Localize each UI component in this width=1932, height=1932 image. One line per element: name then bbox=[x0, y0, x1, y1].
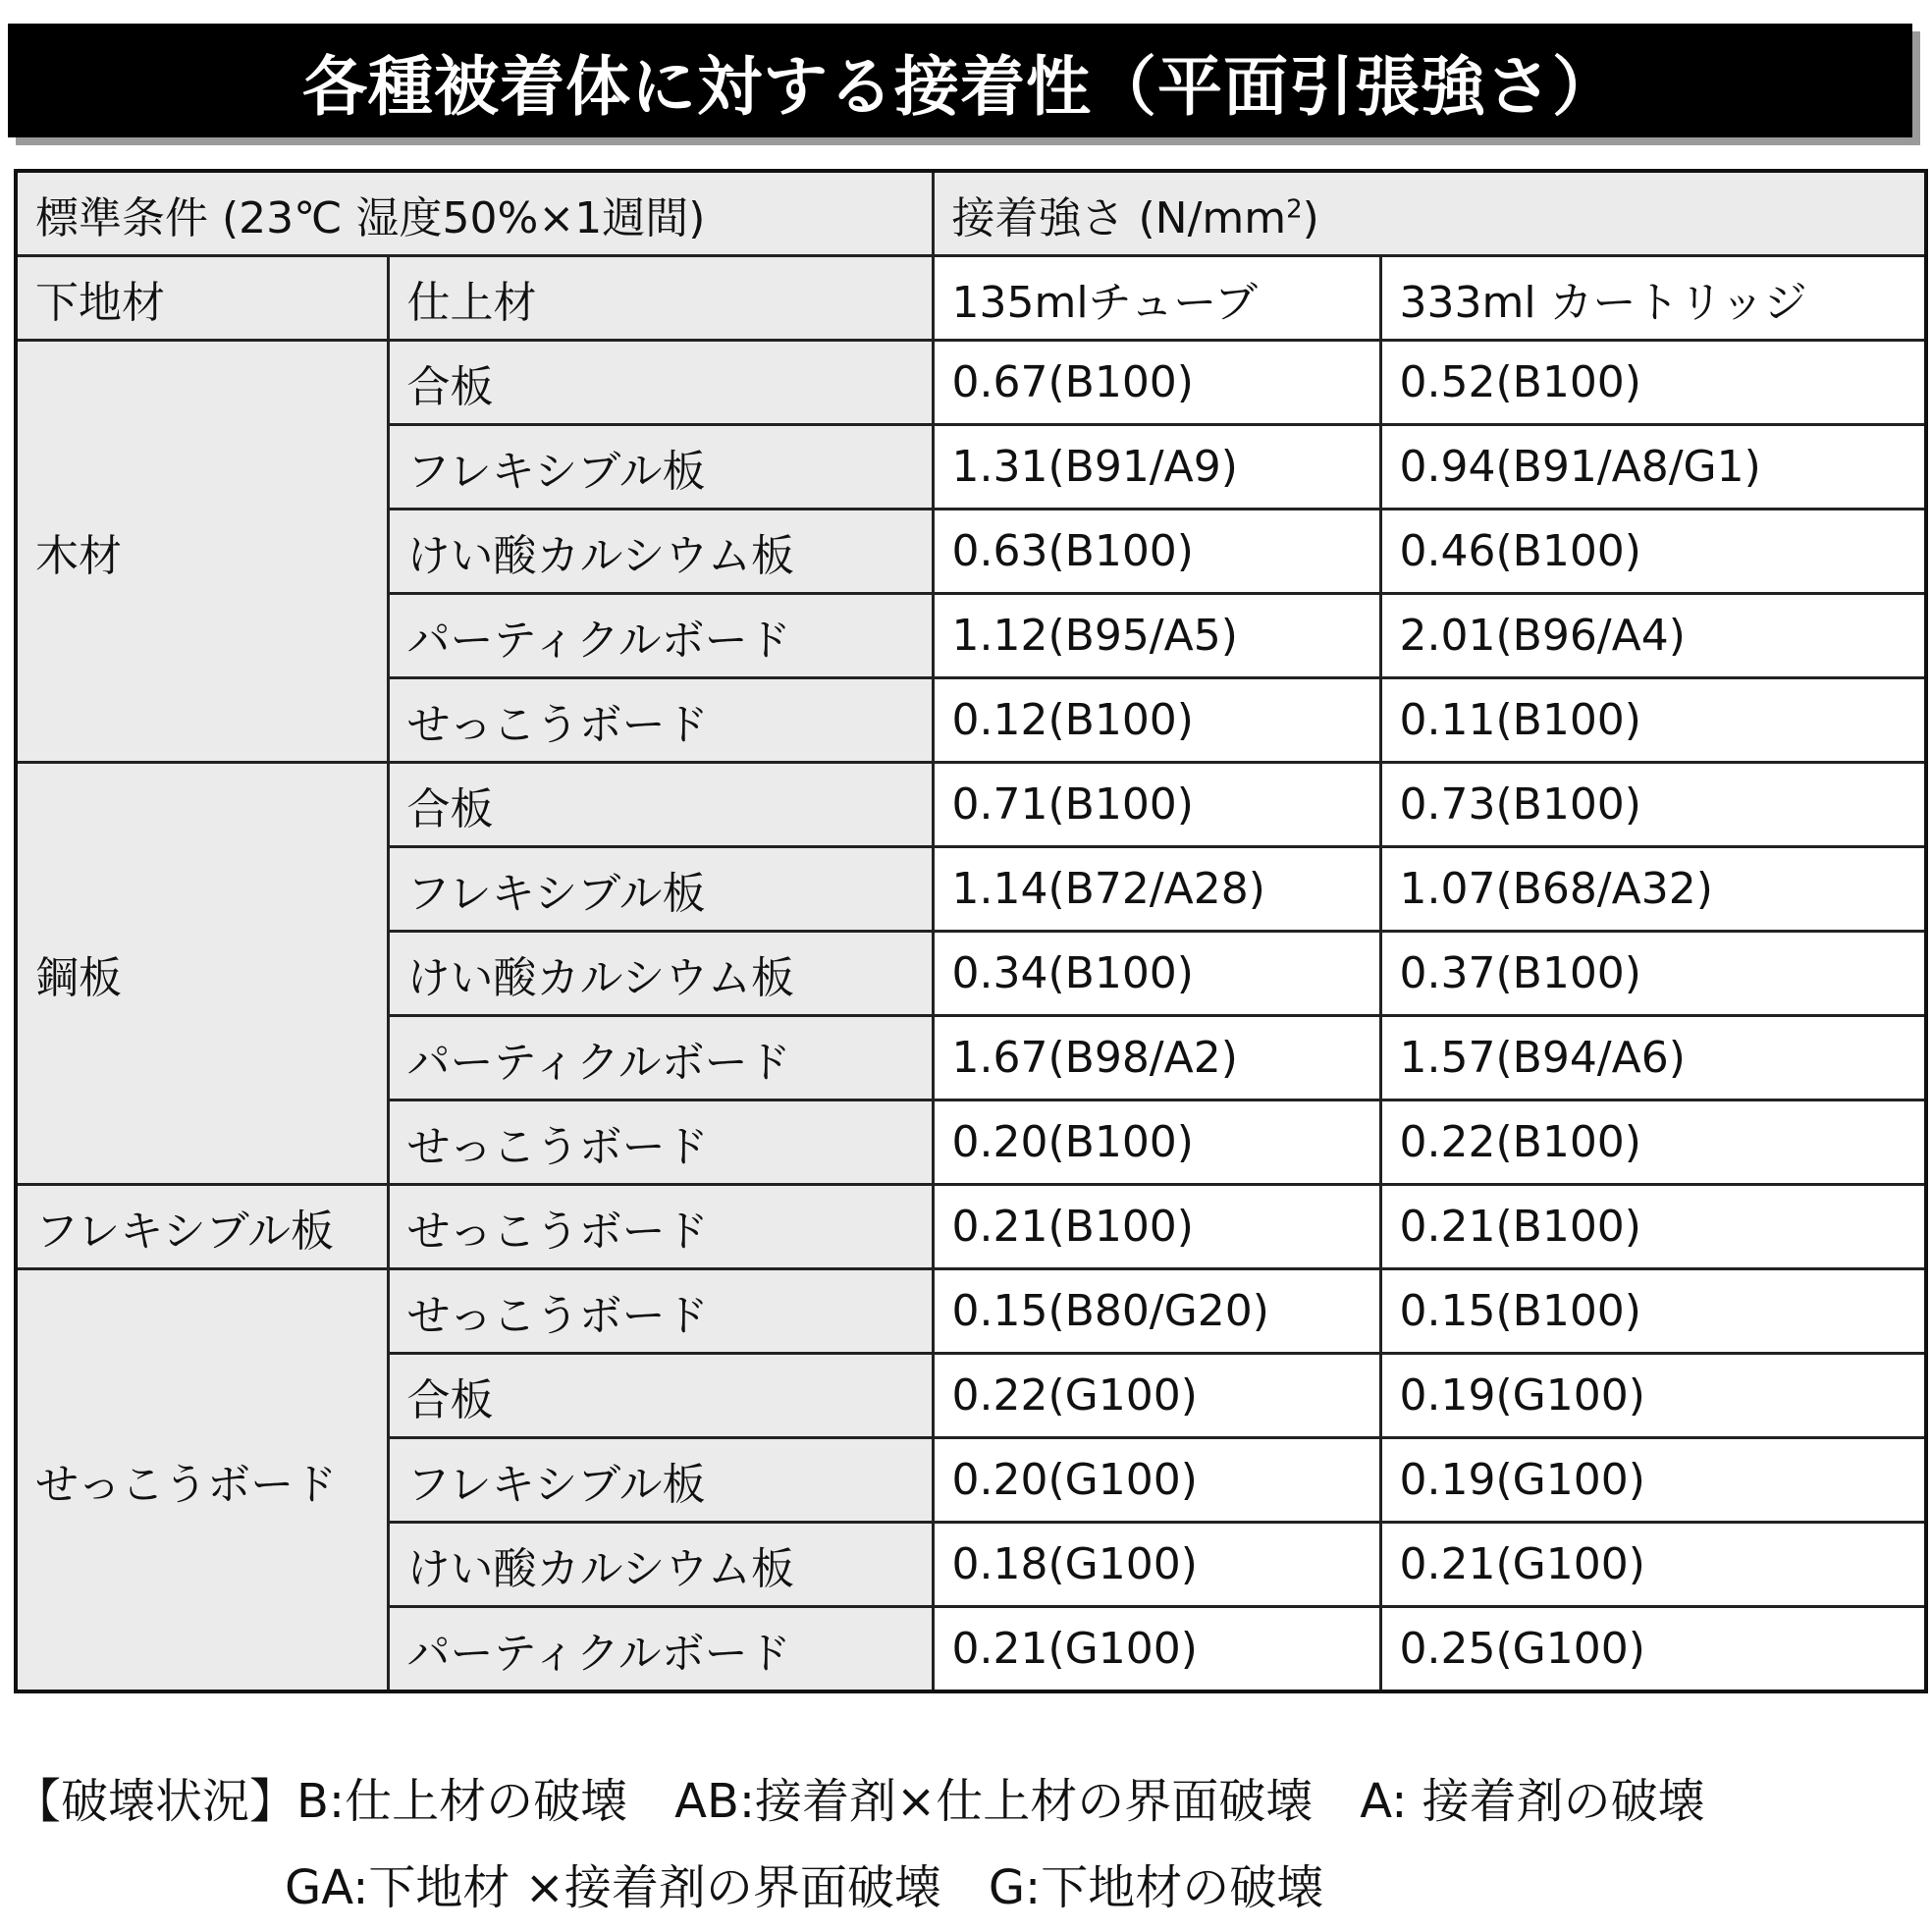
table-row bbox=[16, 763, 1926, 847]
strength-label: 接着強さ (N/mm bbox=[951, 192, 1287, 243]
tube-value-cell: 0.63(B100) bbox=[933, 510, 1380, 594]
finish-cell: けい酸カルシウム板 bbox=[388, 1523, 933, 1607]
strength-close: ) bbox=[1302, 192, 1319, 243]
tube-value-cell: 0.67(B100) bbox=[933, 341, 1380, 425]
cartridge-value-cell: 0.19(G100) bbox=[1380, 1438, 1926, 1523]
finish-cell: フレキシブル板 bbox=[388, 1438, 933, 1523]
cartridge-value-cell: 0.11(B100) bbox=[1380, 678, 1926, 763]
cartridge-value-cell: 0.25(G100) bbox=[1380, 1607, 1926, 1692]
cartridge-header: 333ml カートリッジ bbox=[1380, 256, 1926, 341]
tube-value-cell: 0.15(B80/G20) bbox=[933, 1269, 1380, 1354]
finish-cell: せっこうボード bbox=[388, 1269, 933, 1354]
finish-cell: せっこうボード bbox=[388, 678, 933, 763]
tube-value-cell: 0.18(G100) bbox=[933, 1523, 1380, 1607]
tube-header: 135mlチューブ bbox=[933, 256, 1380, 341]
tube-value-cell: 0.71(B100) bbox=[933, 763, 1380, 847]
tube-value-cell: 1.67(B98/A2) bbox=[933, 1016, 1380, 1100]
finish-cell: 合板 bbox=[388, 1354, 933, 1438]
substrate-cell: フレキシブル板 bbox=[16, 1185, 388, 1269]
finish-cell: 合板 bbox=[388, 763, 933, 847]
substrate-cell: 木材 bbox=[16, 341, 388, 763]
cartridge-value-cell: 0.73(B100) bbox=[1380, 763, 1926, 847]
page-title: 各種被着体に対する接着性（平面引張強さ） bbox=[302, 48, 1618, 125]
cartridge-value-cell: 0.94(B91/A8/G1) bbox=[1380, 425, 1926, 510]
cartridge-value-cell: 2.01(B96/A4) bbox=[1380, 594, 1926, 678]
cartridge-value-cell: 0.19(G100) bbox=[1380, 1354, 1926, 1438]
finish-header: 仕上材 bbox=[388, 256, 933, 341]
tube-value-cell: 0.34(B100) bbox=[933, 932, 1380, 1016]
finish-cell: パーティクルボード bbox=[388, 594, 933, 678]
tube-value-cell: 0.21(G100) bbox=[933, 1607, 1380, 1692]
tube-value-cell: 0.20(G100) bbox=[933, 1438, 1380, 1523]
conditions-header: 標準条件 (23℃ 湿度50%×1週間) bbox=[16, 171, 933, 256]
header-row-columns bbox=[16, 256, 1926, 341]
adhesion-table bbox=[14, 169, 1928, 1693]
finish-cell: せっこうボード bbox=[388, 1185, 933, 1269]
table-row bbox=[16, 1269, 1926, 1354]
cartridge-value-cell: 0.21(G100) bbox=[1380, 1523, 1926, 1607]
finish-cell: 合板 bbox=[388, 341, 933, 425]
cartridge-value-cell: 0.46(B100) bbox=[1380, 510, 1926, 594]
title-bar bbox=[8, 24, 1912, 137]
finish-cell: パーティクルボード bbox=[388, 1607, 933, 1692]
finish-cell: パーティクルボード bbox=[388, 1016, 933, 1100]
cartridge-value-cell: 0.37(B100) bbox=[1380, 932, 1926, 1016]
tube-value-cell: 0.22(G100) bbox=[933, 1354, 1380, 1438]
cartridge-value-cell: 0.52(B100) bbox=[1380, 341, 1926, 425]
tube-value-cell: 0.20(B100) bbox=[933, 1100, 1380, 1185]
tube-value-cell: 1.31(B91/A9) bbox=[933, 425, 1380, 510]
cartridge-value-cell: 1.57(B94/A6) bbox=[1380, 1016, 1926, 1100]
cartridge-value-cell: 0.21(B100) bbox=[1380, 1185, 1926, 1269]
tube-value-cell: 1.12(B95/A5) bbox=[933, 594, 1380, 678]
tube-value-cell: 0.21(B100) bbox=[933, 1185, 1380, 1269]
substrate-header: 下地材 bbox=[16, 256, 388, 341]
legend-line-1: 【破壊状況】B:仕上材の破壊 AB:接着剤×仕上材の界面破壊 A: 接着剤の破壊 bbox=[14, 1774, 1705, 1829]
tube-value-cell: 0.12(B100) bbox=[933, 678, 1380, 763]
finish-cell: せっこうボード bbox=[388, 1100, 933, 1185]
strength-unit-sup: 2 bbox=[1286, 193, 1303, 224]
finish-cell: けい酸カルシウム板 bbox=[388, 510, 933, 594]
substrate-cell: せっこうボード bbox=[16, 1269, 388, 1692]
tube-value-cell: 1.14(B72/A28) bbox=[933, 847, 1380, 932]
legend-line-2: GA:下地材 ×接着剤の界面破壊 G:下地材の破壊 bbox=[285, 1860, 1324, 1915]
table-row bbox=[16, 1185, 1926, 1269]
finish-cell: けい酸カルシウム板 bbox=[388, 932, 933, 1016]
cartridge-value-cell: 1.07(B68/A32) bbox=[1380, 847, 1926, 932]
cartridge-value-cell: 0.22(B100) bbox=[1380, 1100, 1926, 1185]
substrate-cell: 鋼板 bbox=[16, 763, 388, 1185]
header-row-conditions bbox=[16, 171, 1926, 256]
strength-header bbox=[933, 171, 1926, 256]
table-row bbox=[16, 341, 1926, 425]
finish-cell: フレキシブル板 bbox=[388, 847, 933, 932]
cartridge-value-cell: 0.15(B100) bbox=[1380, 1269, 1926, 1354]
finish-cell: フレキシブル板 bbox=[388, 425, 933, 510]
